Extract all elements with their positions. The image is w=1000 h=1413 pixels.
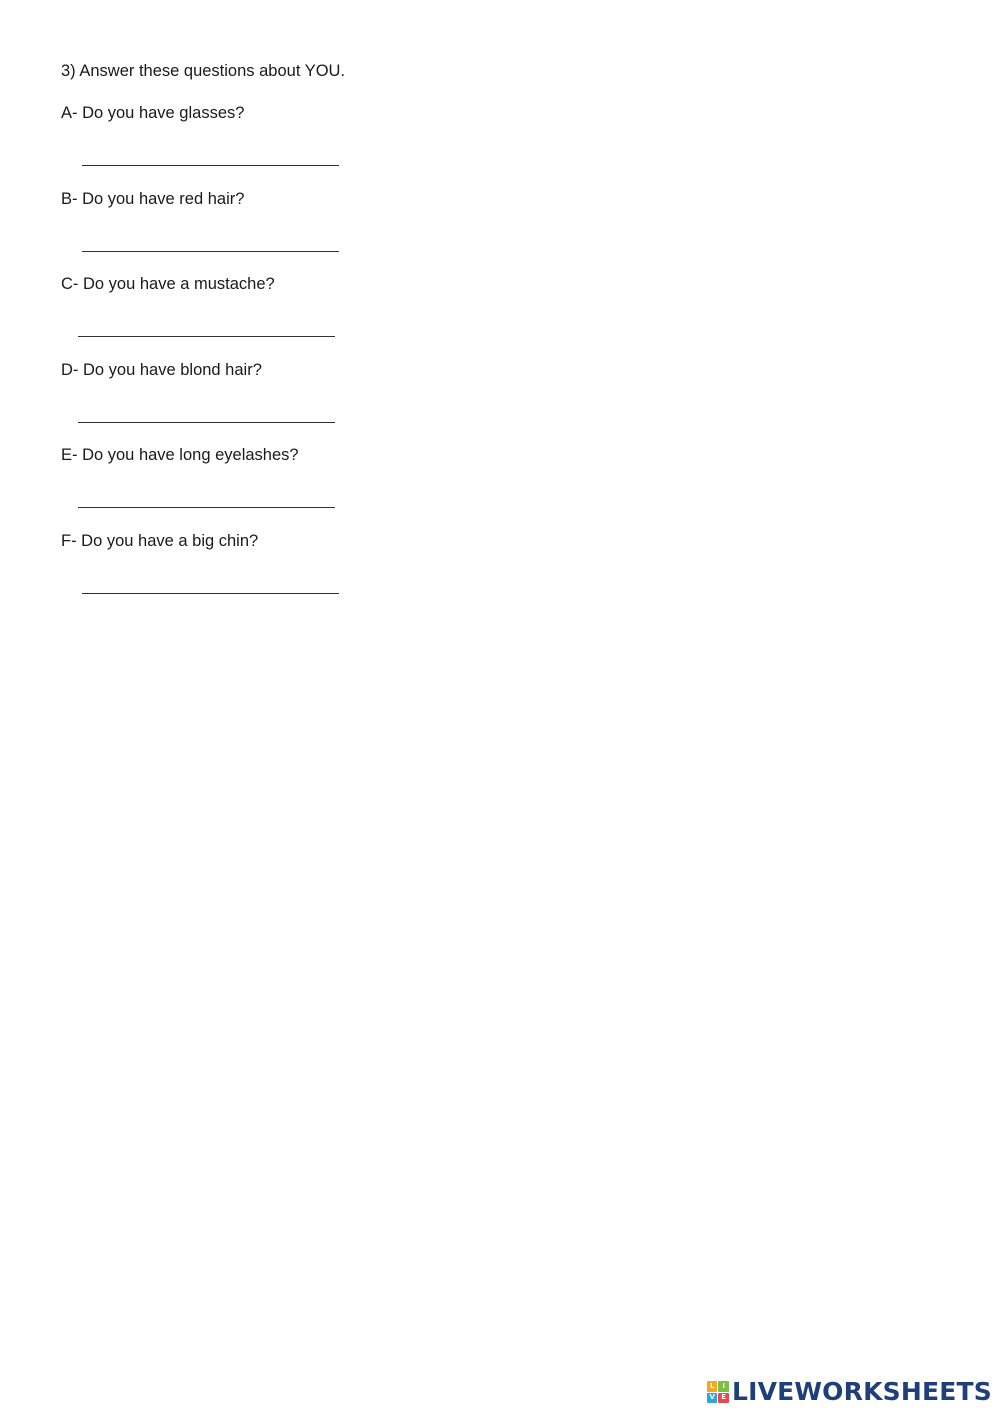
question-a: A- Do you have glasses? bbox=[61, 104, 245, 122]
question-d: D- Do you have blond hair? bbox=[61, 361, 262, 379]
liveworksheets-brand bbox=[707, 1377, 992, 1407]
question-f: F- Do you have a big chin? bbox=[61, 532, 259, 550]
logo-tile-i: I bbox=[718, 1381, 729, 1392]
answer-line-e[interactable] bbox=[78, 507, 335, 508]
answer-line-d[interactable] bbox=[78, 422, 335, 423]
brand-wordmark: LIVEWORKSHEETS bbox=[731, 1377, 992, 1406]
logo-tile-v: V bbox=[707, 1393, 718, 1404]
answer-line-f[interactable] bbox=[82, 593, 339, 594]
liveworksheets-logo-icon bbox=[707, 1381, 729, 1403]
question-c: C- Do you have a mustache? bbox=[61, 275, 275, 293]
question-b: B- Do you have red hair? bbox=[61, 190, 245, 208]
question-e: E- Do you have long eyelashes? bbox=[61, 446, 299, 464]
answer-line-a[interactable] bbox=[82, 165, 339, 166]
exercise-heading: 3) Answer these questions about YOU. bbox=[61, 62, 346, 80]
logo-tile-e: E bbox=[718, 1393, 729, 1404]
answer-line-b[interactable] bbox=[82, 251, 339, 252]
logo-tile-l: L bbox=[707, 1381, 718, 1392]
answer-line-c[interactable] bbox=[78, 336, 335, 337]
